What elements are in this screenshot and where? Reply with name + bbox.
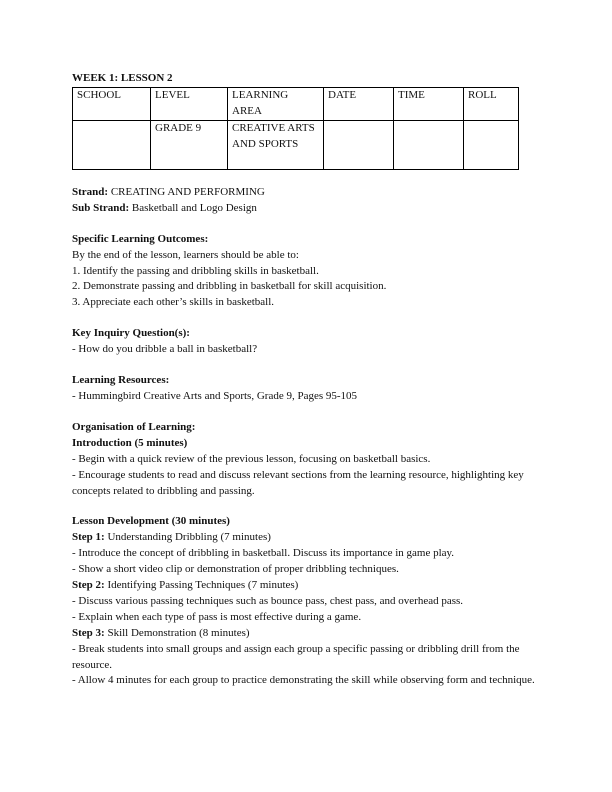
- cell-level: GRADE 9: [151, 120, 228, 169]
- step-3-title: Skill Demonstration (8 minutes): [107, 626, 250, 639]
- header-level: LEVEL: [151, 87, 228, 120]
- list-item: - Encourage students to read and discuss relevant sections from the learning resource, highlighting key concepts related to dribbling and passing.: [72, 468, 524, 497]
- list-item: - Hummingbird Creative Arts and Sports, Grade 9, Pages 95-105: [72, 389, 358, 402]
- list-item: - Introduce the concept of dribbling in basketball. Discuss its importance in game play.: [72, 547, 455, 560]
- organisation-section: [72, 420, 540, 500]
- list-item: - Begin with a quick review of the previous lesson, focusing on basketball basics.: [72, 452, 431, 465]
- list-item: - Show a short video clip or demonstration of proper dribbling techniques.: [72, 563, 399, 576]
- development-heading: Lesson Development (30 minutes): [72, 515, 230, 528]
- step-2-title: Identifying Passing Techniques (7 minutes): [107, 579, 299, 592]
- list-item: 2. Demonstrate passing and dribbling in basketball for skill acquisition.: [72, 280, 387, 293]
- sub-strand-value: Basketball and Logo Design: [131, 201, 257, 214]
- outcomes-section: [72, 232, 540, 312]
- list-item: - Allow 4 minutes for each group to practice demonstrating the skill while observing form and technique.: [72, 674, 535, 687]
- week-heading: WEEK 1: LESSON 2: [72, 72, 173, 84]
- development-section: [72, 514, 540, 689]
- step-1-line: [72, 530, 540, 546]
- header-date: DATE: [324, 87, 394, 120]
- header-time: TIME: [394, 87, 464, 120]
- sub-strand-line: [72, 201, 540, 217]
- cell-time: [394, 120, 464, 169]
- sub-strand-label: Sub Strand:: [72, 201, 130, 214]
- list-item: - Discuss various passing techniques such as bounce pass, chest pass, and overhead pass.: [72, 594, 464, 607]
- outcomes-heading: Specific Learning Outcomes:: [72, 232, 209, 245]
- step-3-line: [72, 626, 540, 642]
- list-item: - Explain when each type of pass is most effective during a game.: [72, 610, 362, 623]
- resources-heading: Learning Resources:: [72, 374, 170, 387]
- strand-label: Strand:: [72, 185, 109, 198]
- list-item: - Break students into small groups and assign each group a specific passing or dribbling drill from the resource.: [72, 642, 520, 671]
- strand-value: CREATING AND PERFORMING: [110, 185, 265, 198]
- inquiry-heading: Key Inquiry Question(s):: [72, 327, 190, 340]
- strand-line: [72, 185, 540, 201]
- cell-learning-area: CREATIVE ARTS AND SPORTS: [228, 120, 324, 169]
- list-item: 3. Appreciate each other’s skills in basketball.: [72, 296, 275, 309]
- resources-section: [72, 373, 540, 405]
- inquiry-section: [72, 326, 540, 358]
- table-row: [73, 120, 519, 169]
- outcomes-intro: By the end of the lesson, learners should be able to:: [72, 248, 299, 261]
- cell-date: [324, 120, 394, 169]
- cell-school: [73, 120, 151, 169]
- lesson-info-table: [72, 87, 519, 170]
- introduction-heading: Introduction (5 minutes): [72, 436, 188, 449]
- organisation-heading: Organisation of Learning:: [72, 420, 196, 433]
- step-2-line: [72, 578, 540, 594]
- header-roll: ROLL: [464, 87, 519, 120]
- strand-section: [72, 185, 540, 217]
- list-item: 1. Identify the passing and dribbling skills in basketball.: [72, 264, 319, 277]
- lesson-plan-page: [72, 71, 540, 689]
- cell-roll: [464, 120, 519, 169]
- step-1-title: Understanding Dribbling (7 minutes): [107, 531, 271, 544]
- step-2-label: Step 2:: [72, 579, 105, 592]
- step-1-label: Step 1:: [72, 531, 105, 544]
- step-3-label: Step 3:: [72, 626, 105, 639]
- header-school: SCHOOL: [73, 87, 151, 120]
- header-learning-area: LEARNING AREA: [228, 87, 324, 120]
- list-item: - How do you dribble a ball in basketball?: [72, 343, 258, 356]
- table-header-row: [73, 87, 519, 120]
